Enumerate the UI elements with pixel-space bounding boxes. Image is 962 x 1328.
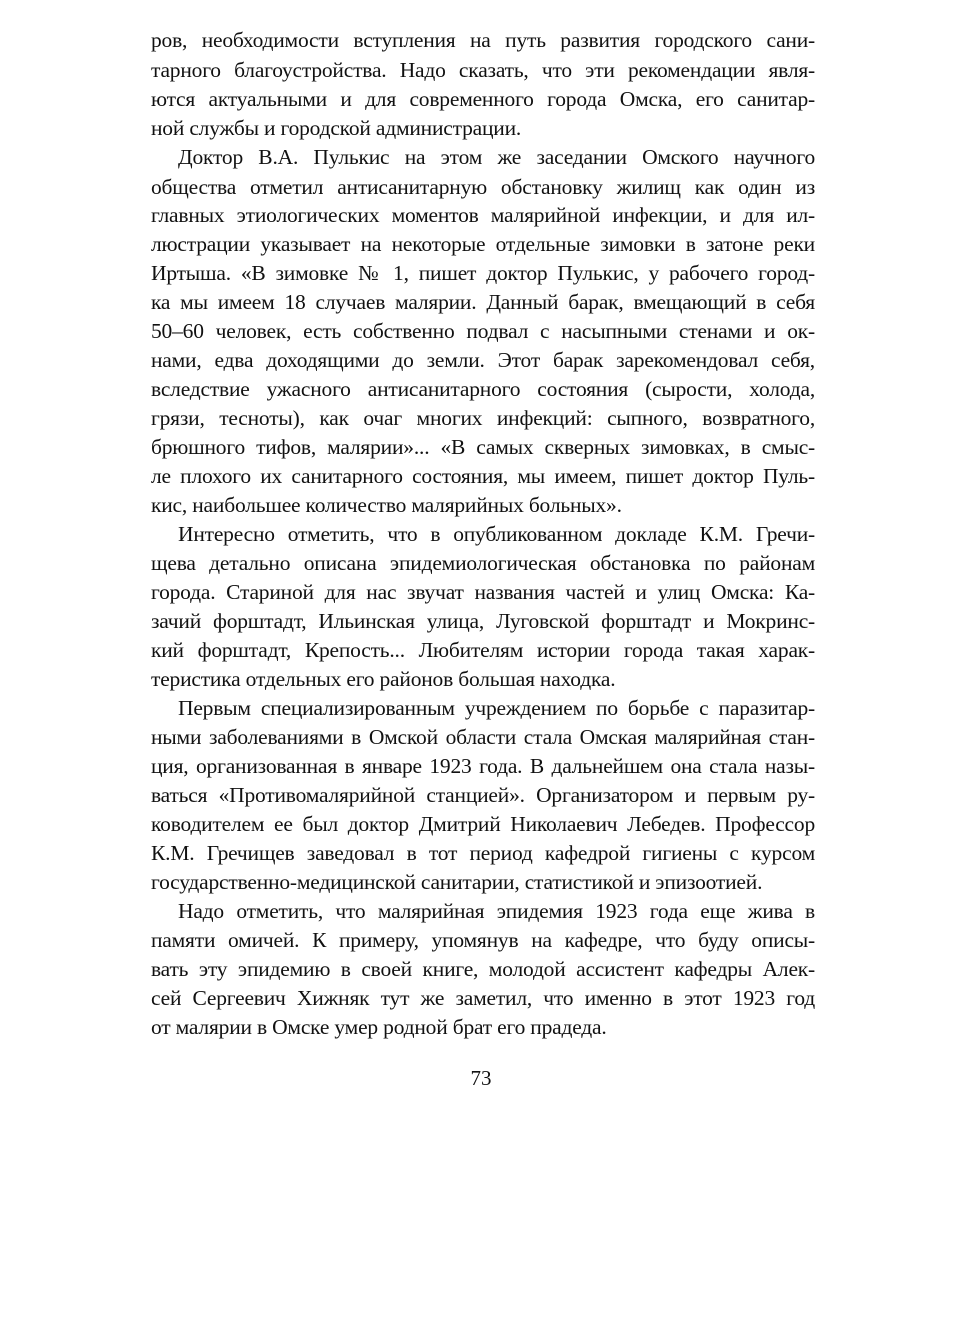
text-line: ководителем ее был доктор Дмитрий Николаевич Лебедев. Профессор xyxy=(151,812,815,836)
text-line: Надо отметить, что малярийная эпидемия 1923 года еще жива в xyxy=(178,899,815,923)
text-line: города. Стариной для нас звучат названия частей и улиц Омска: Ка- xyxy=(151,580,815,604)
text-line: вследствие ужасного антисанитарного состояния (сырости, холода, xyxy=(151,377,815,401)
text-line: грязи, тесноты), как очаг многих инфекций: сыпного, возвратного, xyxy=(151,406,815,430)
text-line: ле плохого их санитарного состояния, мы имеем, пишет доктор Пуль- xyxy=(151,464,815,488)
text-line: кис, наибольшее количество малярийных больных». xyxy=(151,493,622,517)
text-line: ров, необходимости вступления на путь развития городского сани- xyxy=(151,28,815,52)
text-line: щева детально описана эпидемиологическая обстановка по районам xyxy=(151,551,815,575)
text-line: Первым специализированным учреждением по борьбе с паразитар- xyxy=(178,696,815,720)
page-number: 73 xyxy=(470,1066,492,1090)
text-line: зачий форштадт, Ильинская улица, Луговской форштадт и Мокринс- xyxy=(151,609,815,633)
text-line: ка мы имеем 18 случаев малярии. Данный барак, вмещающий в себя xyxy=(151,290,815,314)
text-line: от малярии в Омске умер родной брат его прадеда. xyxy=(151,1015,607,1039)
text-line: ваться «Противомалярийной станцией». Организатором и первым ру- xyxy=(151,783,815,807)
text-line: Доктор В.А. Пулькис на этом же заседании Омского научного xyxy=(178,145,815,169)
text-line: тарного благоустройства. Надо сказать, что эти рекомендации явля- xyxy=(151,58,815,82)
text-line: нами, едва доходящими до земли. Этот барак зарекомендовал себя, xyxy=(151,348,815,372)
text-line: брюшного тифов, малярии»... «В самых скверных зимовках, в смыс- xyxy=(151,435,815,459)
text-line: ными заболеваниями в Омской области стала Омская малярийная стан- xyxy=(151,725,815,749)
text-line: общества отметил антисанитарную обстановку жилищ как один из xyxy=(151,175,815,199)
text-line: сей Сергеевич Хижняк тут же заметил, что именно в этот 1923 год xyxy=(151,986,815,1010)
text-line: памяти омичей. К примеру, упомянув на кафедре, что буду описы- xyxy=(151,928,815,952)
text-line: теристика отдельных его районов большая находка. xyxy=(151,667,616,691)
text-line: ция, организованная в январе 1923 года. В дальнейшем она стала назы- xyxy=(151,754,815,778)
text-line: вать эту эпидемию в своей книге, молодой ассистент кафедры Алек- xyxy=(151,957,815,981)
text-line: Иртыша. «В зимовке № 1, пишет доктор Пулькис, у рабочего город- xyxy=(151,261,815,285)
text-line: люстрации указывает на некоторые отдельные зимовки в затоне реки xyxy=(151,232,815,256)
text-line: К.М. Гречищев заведовал в тот период кафедрой гигиены с курсом xyxy=(151,841,815,865)
text-line: Интересно отметить, что в опубликованном докладе К.М. Гречи- xyxy=(178,522,815,546)
text-line: государственно-медицинской санитарии, статистикой и эпизоотией. xyxy=(151,870,763,894)
text-line: 50–60 человек, есть собственно подвал с насыпными стенами и ок- xyxy=(151,319,815,343)
text-line: главных этиологических моментов малярийной инфекции, и для ил- xyxy=(151,203,815,227)
text-line: кий форштадт, Крепость... Любителям истории города такая харак- xyxy=(151,638,815,662)
text-line: ной службы и городской администрации. xyxy=(151,116,522,140)
text-line: ются актуальными и для современного города Омска, его санитар- xyxy=(151,87,815,111)
